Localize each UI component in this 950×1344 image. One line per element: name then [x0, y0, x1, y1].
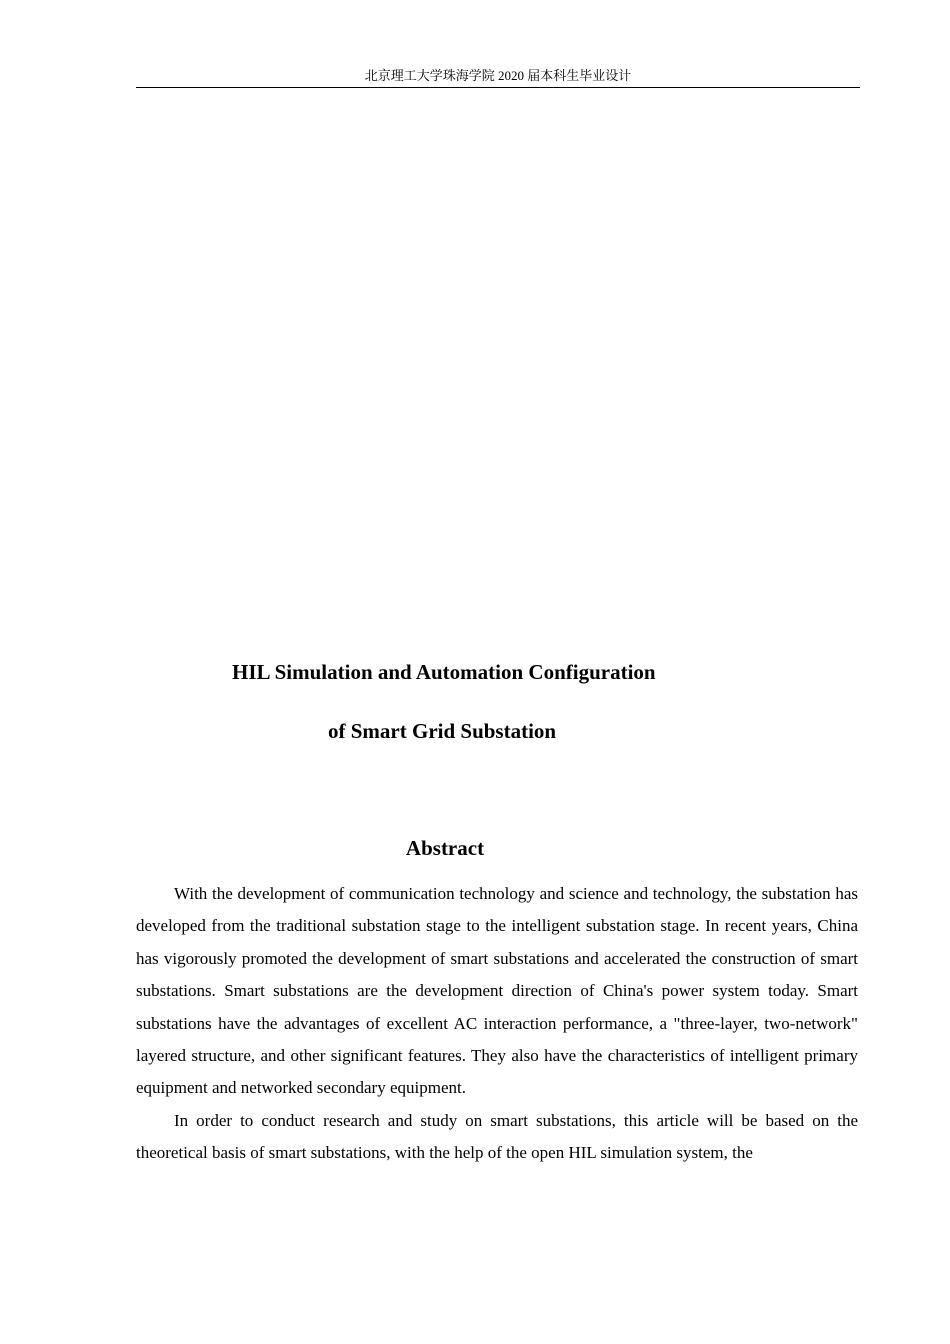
- abstract-heading: Abstract: [405, 836, 485, 860]
- running-header-text: 北京理工大学珠海学院 2020 届本科生毕业设计: [364, 68, 632, 83]
- abstract-body: [136, 878, 858, 1170]
- running-header: [136, 66, 860, 88]
- thesis-title-line-2: of Smart Grid Substation: [328, 719, 557, 743]
- abstract-paragraph-2: In order to conduct research and study on smart substations, this article will be based on the theoretical basis of smart substations, with the help of the open HIL simulation system, the: [136, 1110, 858, 1163]
- thesis-title-line-1: HIL Simulation and Automation Configuration: [232, 660, 656, 684]
- abstract-paragraph-1: With the development of communication technology and science and technology, the substation has developed from the traditional substation stage to the intelligent substation stage. In recent years, China has vigorously promoted the development of smart substations and accelerated the construction of smart substations. Smart substations are the development direction of China's power system today. Smart substations have the advantages of excellent AC interaction performance, a "three-layer, two-network" layered structure, and other significant features. They also have the characteristics of intelligent primary equipment and networked secondary equipment.: [136, 884, 858, 1098]
